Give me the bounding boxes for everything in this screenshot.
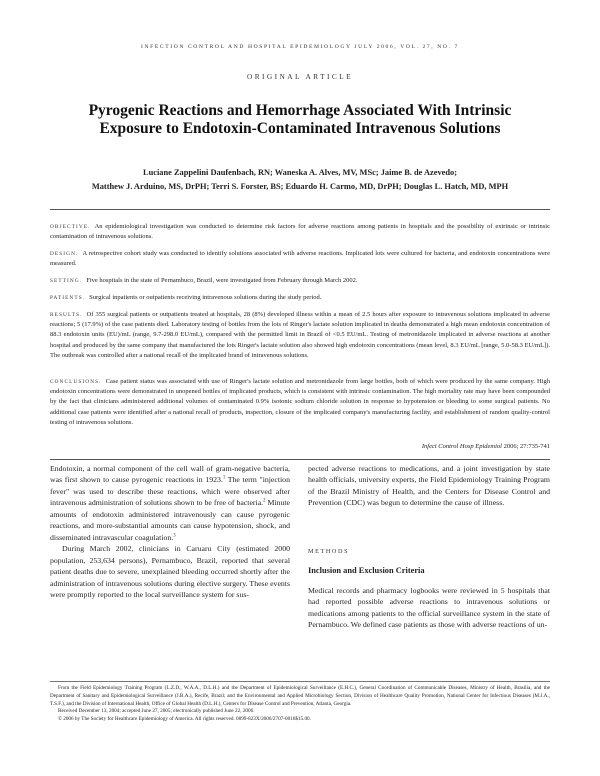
title-line-1: Pyrogenic Reactions and Hemorrhage Associated With Intrinsic xyxy=(88,102,512,119)
footnote-divider xyxy=(50,681,550,682)
reference-marker: 3 xyxy=(173,533,176,539)
authors-line-2: Matthew J. Arduino, MS, DrPH; Terri S. Forster, BS; Eduardo H. Carmo, MD, DrPH; Douglas L. Hatch, MD, MPH xyxy=(91,182,509,191)
reference-marker: 2 xyxy=(263,498,266,504)
methods-heading: METHODS xyxy=(308,548,350,555)
citation-reference: 2006; 27:735-741 xyxy=(503,443,550,450)
abstract-section-text: Case patient status was associated with use of Ringer's lactate solution and metronidazole from large bottles, both of which were produced by the same company. High endotoxin concentrations were demonstrated in unopened bottles of implicated products, which is consistent with intrinsic contamination. The high mortality rate may have been compounded by the fact that clinicians administered additional volumes of contaminated 0.9% isotonic sodium chloride solution in response to hypotension or bleeding to some surgical patients. No additional case patients were identified after a national recall of products, inspection, closure of the implicated company's manufacturing facility, and establishment of random quality-control testing of intravenous solutions. xyxy=(50,378,550,426)
abstract-top-divider xyxy=(50,209,550,210)
article-title xyxy=(40,102,560,138)
body-right-column xyxy=(308,463,550,509)
abstract-section-text: A retrospective cohort study was conducted to identify solutions associated with adverse reactions. Implicated lots were cultured for bacteria, and endotoxin concentrations were measured. xyxy=(50,250,550,268)
footnote-received: Received December 13, 2004; accepted June 27, 2005; electronically published June 22, 2006. xyxy=(58,708,255,715)
abstract-design xyxy=(50,249,550,269)
abstract-setting xyxy=(50,276,550,286)
abstract-section-text: Five hospitals in the state of Pernambuco, Brazil, were investigated from February through March 2002. xyxy=(86,277,358,284)
subsection-heading: Inclusion and Exclusion Criteria xyxy=(308,566,425,575)
abstract-section-label: RESULTS. xyxy=(50,312,83,318)
abstract-bottom-divider xyxy=(50,459,550,460)
footnote-affiliations: From the Field Epidemiology Training Program (L.Z.D., W.A.A., D.L.H.) and the Department of Epidemiological Surveillance (E.H.C.), General Coordination of Communicable Diseases, Ministry of Health, Brasilia, and the Department of Sanitary and Epidemiological Surveillance (J.B.A.), Recife, Brazil; and the Environmental and Applied Microbiology Section, Division of Healthcare Quality Promotion, National Center for Infectious Diseases (M.J.A., T.S.F.), and the Division of International Health, Office of Global Health (D.L.H.), Centers for Disease Control and Prevention, Atlanta, Georgia. xyxy=(50,685,550,707)
abstract-objective xyxy=(50,222,550,242)
footnote-copyright: © 2006 by The Society for Healthcare Epidemiology of America. All rights reserved. 0899-823X/2006/2707-0016$15.00. xyxy=(58,716,311,723)
article-type-label: ORIGINAL ARTICLE xyxy=(246,72,354,81)
footnote xyxy=(50,685,550,724)
abstract-section-label: SETTING. xyxy=(50,278,83,284)
abstract-results xyxy=(50,310,550,361)
journal-citation xyxy=(50,443,550,450)
abstract-section-label: OBJECTIVE. xyxy=(50,224,91,230)
reference-marker: 1 xyxy=(222,475,226,481)
abstract-patients xyxy=(50,293,550,303)
body-paragraph: During March 2002, clinicians in Caruaru City (estimated 2000 population, 253,634 persons), Pernambuco, Brazil, reported that several patient deaths due to severe, unexplained bleeding occurred shortly after the administration of intravenous solutions during elective surgery. These events were promptly reported to the local surveillance system for sus- xyxy=(50,544,290,599)
author-list xyxy=(36,166,564,194)
abstract-section-label: DESIGN. xyxy=(50,251,79,257)
running-head: INFECTION CONTROL AND HOSPITAL EPIDEMIOLOGY JULY 2006, VOL. 27, NO. 7 xyxy=(141,44,459,50)
body-paragraph: Medical records and pharmacy logbooks were reviewed in 5 hospitals that had reported possible adverse reactions to intravenous solutions or medications among patients to the official surveillance system in the state of Pernambuco. We defined case patients as those with adverse reactions of un- xyxy=(308,586,550,630)
body-paragraph: Endotoxin, a normal component of the cell wall of gram-negative bacteria, was first shown to cause pyrogenic reactions in 1923.$^1$ The term "injection fever" was used to describe these reactions, which were observed after intravenous administration of solutions shown to be free of bacteria.$^2$ Minute amounts of endotoxin administered intravenously can cause pyrogenic reactions, and more-substantial amounts can cause hypotension, shock, and disseminated intravascular coagulation.$^3$ xyxy=(50,464,290,542)
body-left-column xyxy=(50,463,290,600)
authors-line-1: Luciane Zappelini Daufenbach, RN; Waneska A. Alves, MV, MSc; Jaime B. de Azevedo; xyxy=(143,168,457,177)
body-right-column-continued xyxy=(308,585,550,631)
abstract-conclusions xyxy=(50,377,550,428)
abstract-section-text: Surgical inpatients or outpatients receiving intravenous solutions during the study period. xyxy=(89,294,322,301)
title-line-2: Exposure to Endotoxin-Contaminated Intravenous Solutions xyxy=(99,120,501,137)
abstract-section-text: An epidemiological investigation was conducted to determine risk factors for adverse reactions among patients in hospitals and the possibility of extrinsic or intrinsic contamination of intravenous solutions. xyxy=(50,223,550,241)
abstract-section-text: Of 355 surgical patients or outpatients treated at hospitals, 28 (8%) developed illness within a mean of 2.5 hours after exposure to intravenous solutions implicated in adverse reactions; 5 (17.9%) of the case patients died. Laboratory testing of bottles from the lots of Ringer's lactate solution implicated in deaths demonstrated a high mean endotoxin concentration of 88.3 endotoxin units (EU)/mL (range, 9.7-298.0 EU/mL), compared with the permitted limit in Brazil of <0.5 EU/mL. Testing of metronidazole implicated in adverse reactions at another hospital and produced by the same company that manufactured the lots Ringer's lactate solution also showed high endotoxin concentrations (mean level, 8.3 EU/mL [range, 5.0-58.3 EU/mL]). The outbreak was controlled after a national recall of the implicated brand of intravenous solutions. xyxy=(50,311,550,359)
body-paragraph: pected adverse reactions to medications, and a joint investigation by state health officials, university experts, the Field Epidemiology Training Program of the Brazil Ministry of Health, and the Centers for Disease Control and Prevention (CDC) was begun to determine the cause of illness. xyxy=(308,464,550,508)
abstract-section-label: CONCLUSIONS. xyxy=(50,379,102,385)
citation-journal: Infect Control Hosp Epidemiol xyxy=(421,443,502,450)
abstract-section-label: PATIENTS. xyxy=(50,295,86,301)
